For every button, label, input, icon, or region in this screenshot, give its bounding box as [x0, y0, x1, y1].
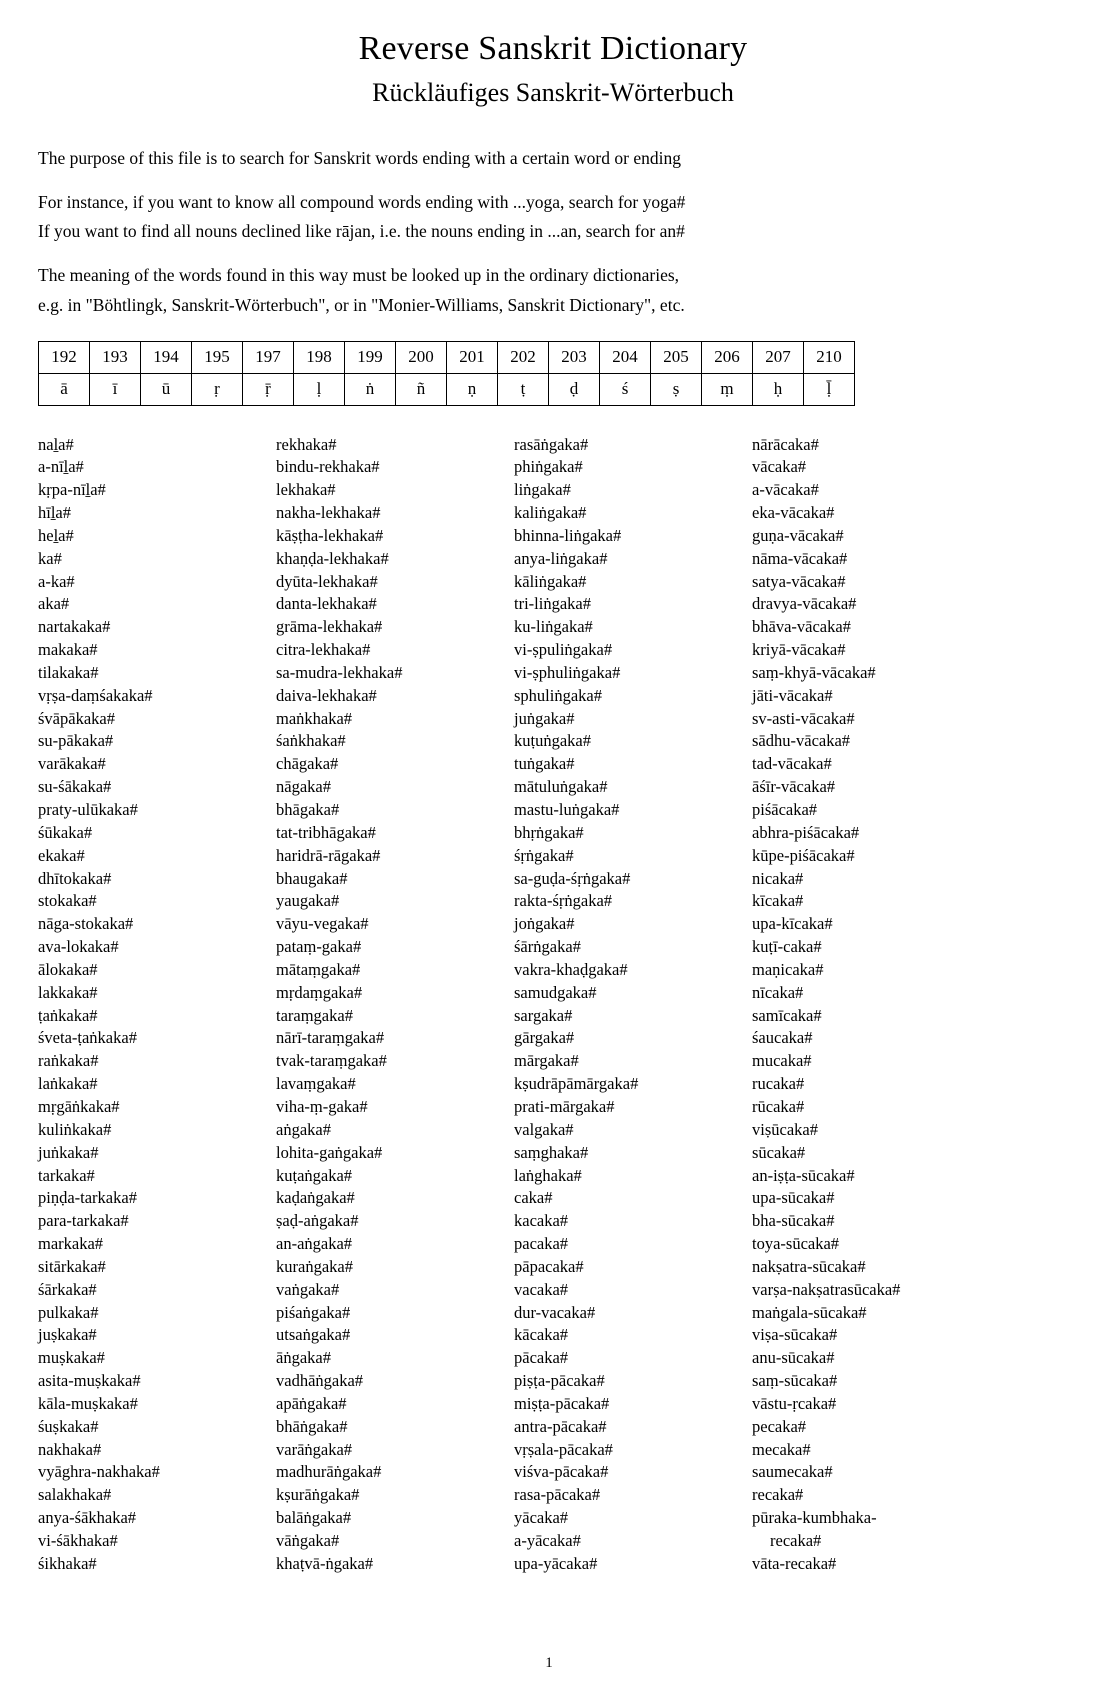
- dictionary-entry: nartakaka#: [38, 617, 111, 637]
- dictionary-entry: lavaṃgaka#: [276, 1074, 356, 1094]
- dictionary-entry: kaḍaṅgaka#: [276, 1188, 355, 1208]
- dictionary-entry: yaugaka#: [276, 891, 340, 911]
- dictionary-entry: antra-pācaka#: [514, 1416, 607, 1436]
- charmap-glyph-cell: ā: [39, 373, 90, 405]
- dictionary-entry: pūraka-kumbhaka-: [752, 1508, 877, 1528]
- dictionary-entry: grāma-lekhaka#: [276, 617, 383, 637]
- page-title: Reverse Sanskrit Dictionary: [358, 30, 748, 67]
- dictionary-entry: caka#: [514, 1188, 553, 1208]
- dictionary-entry: juṅkaka#: [38, 1142, 99, 1162]
- dictionary-entry: vaṅgaka#: [276, 1279, 340, 1299]
- dictionary-entry: rekhaka#: [276, 434, 337, 454]
- dictionary-entry: dur-vacaka#: [514, 1302, 596, 1322]
- dictionary-entry: toya-sūcaka#: [752, 1234, 840, 1254]
- dictionary-entry: kāliṅgaka#: [514, 571, 587, 591]
- charmap-code-cell: 206: [702, 341, 753, 373]
- dictionary-entry: ālokaka#: [38, 959, 98, 979]
- character-map-section: [38, 341, 1068, 406]
- dictionary-entry: upa-sūcaka#: [752, 1188, 835, 1208]
- charmap-glyph-cell: ḥ: [753, 373, 804, 405]
- dictionary-entry: nāgaka#: [276, 777, 331, 797]
- dictionary-entry: śṛṅgaka#: [514, 845, 574, 865]
- dictionary-entry: maṅkhaka#: [276, 708, 353, 728]
- dictionary-entry: eka-vācaka#: [752, 503, 835, 523]
- dictionary-entry: tuṅgaka#: [514, 754, 575, 774]
- dictionary-entry: vakra-khaḍgaka#: [514, 959, 628, 979]
- dictionary-entry: maṅgala-sūcaka#: [752, 1302, 867, 1322]
- dictionary-entry: kīcaka#: [752, 891, 804, 911]
- dictionary-entry: laṅkaka#: [38, 1074, 98, 1094]
- dictionary-entry: vāta-recaka#: [752, 1553, 837, 1573]
- dictionary-entry: vāstu-ṛcaka#: [752, 1393, 837, 1413]
- dictionary-entry: pacaka#: [514, 1234, 569, 1254]
- dictionary-entry: āṅgaka#: [276, 1348, 331, 1368]
- dictionary-entry: tarkaka#: [38, 1165, 95, 1185]
- intro-paragraph-2a: For instance, if you want to know all compound words ending with ...yoga, search for yoga#: [38, 192, 686, 213]
- charmap-glyph-cell: ś: [600, 373, 651, 405]
- dictionary-entry: valgaka#: [514, 1119, 574, 1139]
- dictionary-entry: āśīr-vācaka#: [752, 777, 836, 797]
- dictionary-entry: haridrā-rāgaka#: [276, 845, 381, 865]
- dictionary-entry: aka#: [38, 594, 70, 614]
- dictionary-entry: guṇa-vācaka#: [752, 525, 844, 545]
- dictionary-entry: lakkaka#: [38, 982, 98, 1002]
- dictionary-entry: saṃ-khyā-vācaka#: [752, 662, 876, 682]
- dictionary-entry: chāgaka#: [276, 754, 339, 774]
- charmap-code-cell: 207: [753, 341, 804, 373]
- dictionary-entry: piṇḍa-tarkaka#: [38, 1188, 137, 1208]
- dictionary-entry: mecaka#: [752, 1439, 811, 1459]
- charmap-glyph-cell: ī: [90, 373, 141, 405]
- dictionary-entry: kṛpa-nīḻa#: [38, 480, 106, 500]
- dictionary-entry: śūkaka#: [38, 822, 93, 842]
- dictionary-entry: nīcaka#: [752, 982, 804, 1002]
- dictionary-entry: mārgaka#: [514, 1051, 579, 1071]
- charmap-code-cell: 200: [396, 341, 447, 373]
- dictionary-entry: danta-lekhaka#: [276, 594, 377, 614]
- dictionary-entry: maṇicaka#: [752, 959, 824, 979]
- dictionary-entry: bhaugaka#: [276, 868, 348, 888]
- dictionary-entry: khaṭvā-ṅgaka#: [276, 1553, 374, 1573]
- dictionary-entry: a-nīḻa#: [38, 457, 84, 477]
- page-subtitle: Rückläufiges Sanskrit-Wörterbuch: [372, 77, 734, 107]
- charmap-code-cell: 192: [39, 341, 90, 373]
- dictionary-entry: mātaṃgaka#: [276, 959, 361, 979]
- dictionary-entry: ava-lokaka#: [38, 937, 119, 957]
- dictionary-entry: vāṅgaka#: [276, 1531, 340, 1550]
- dictionary-entry: para-tarkaka#: [38, 1211, 129, 1231]
- dictionary-entry: ṣaḍ-aṅgaka#: [276, 1211, 359, 1231]
- dictionary-entry: mucaka#: [752, 1051, 812, 1071]
- dictionary-entry: phiṅgaka#: [514, 457, 583, 477]
- dictionary-entry: śaucaka#: [752, 1028, 813, 1048]
- dictionary-entry: tat-tribhāgaka#: [276, 822, 376, 842]
- intro-paragraph-3a: The meaning of the words found in this way must be looked up in the ordinary dictionaries,: [38, 265, 680, 286]
- dictionary-entry: kāla-muṣkaka#: [38, 1393, 138, 1413]
- dictionary-entry: kāṣṭha-lekhaka#: [276, 525, 384, 545]
- dictionary-entry: satya-vācaka#: [752, 571, 846, 591]
- dictionary-entry: naḻa#: [38, 434, 74, 454]
- dictionary-entry: jāti-vācaka#: [752, 685, 833, 705]
- intro-paragraph-2b: If you want to find all nouns declined like rājan, i.e. the nouns ending in ...an, search for an#: [38, 221, 685, 242]
- dictionary-entry: kṣurāṅgaka#: [276, 1485, 360, 1505]
- dictionary-entry: bindu-rekhaka#: [276, 457, 380, 477]
- dictionary-entry: nāga-stokaka#: [38, 914, 134, 934]
- dictionary-entry: prati-mārgaka#: [514, 1096, 615, 1116]
- charmap-code-cell: 201: [447, 341, 498, 373]
- dictionary-entry: rasa-pācaka#: [514, 1485, 601, 1505]
- charmap-glyph-cell: ū: [141, 373, 192, 405]
- dictionary-entry: dyūta-lekhaka#: [276, 571, 378, 591]
- dictionary-entry: ṭaṅkaka#: [38, 1005, 98, 1025]
- dictionary-entry: apāṅgaka#: [276, 1393, 347, 1413]
- dictionary-entry: hīḻa#: [38, 503, 71, 523]
- dictionary-entry: dhītokaka#: [38, 868, 112, 888]
- charmap-glyph-cell: ṅ: [345, 373, 396, 405]
- dictionary-entry: sūcaka#: [752, 1142, 806, 1162]
- dictionary-entry: recaka#: [752, 1485, 804, 1505]
- dictionary-entry: bhāva-vācaka#: [752, 617, 851, 637]
- dictionary-entry: laṅghaka#: [514, 1165, 582, 1185]
- dictionary-entry: vacaka#: [514, 1279, 569, 1299]
- dictionary-entry: su-śākaka#: [38, 777, 112, 797]
- charmap-code-cell: 193: [90, 341, 141, 373]
- dictionary-entry: bhāgaka#: [276, 800, 340, 819]
- dictionary-entry: bhṛṅgaka#: [514, 822, 584, 842]
- dictionary-entry: sa-mudra-lekhaka#: [276, 662, 403, 682]
- dictionary-entry: nārī-taraṃgaka#: [276, 1028, 385, 1048]
- dictionary-entry: anya-śākhaka#: [38, 1508, 137, 1528]
- dictionary-entry: kuṭī-caka#: [752, 937, 822, 957]
- charmap-code-cell: 210: [804, 341, 855, 373]
- dictionary-entry: tad-vācaka#: [752, 754, 832, 774]
- dictionary-entry: mastu-luṅgaka#: [514, 800, 620, 819]
- dictionary-entry: śikhaka#: [38, 1553, 97, 1573]
- dictionary-entry: vi-ṣpuliṅgaka#: [514, 640, 613, 660]
- charmap-code-cell: 199: [345, 341, 396, 373]
- dictionary-entry: kuṭuṅgaka#: [514, 731, 591, 751]
- charmap-code-cell: 203: [549, 341, 600, 373]
- charmap-glyph-cell: ñ: [396, 373, 447, 405]
- dictionary-entry: nakha-lekhaka#: [276, 503, 381, 523]
- dictionary-entry: mātuluṅgaka#: [514, 777, 608, 797]
- dictionary-entry: citra-lekhaka#: [276, 640, 371, 660]
- character-code-row: [39, 341, 855, 373]
- charmap-glyph-cell: ḷ: [294, 373, 345, 405]
- dictionary-entry: saumecaka#: [752, 1462, 833, 1482]
- word-column: [38, 434, 276, 1576]
- dictionary-entry: śaṅkhaka#: [276, 731, 346, 751]
- charmap-glyph-cell: ḍ: [549, 373, 600, 405]
- charmap-code-cell: 204: [600, 341, 651, 373]
- intro-section: [38, 145, 1068, 319]
- word-column: [752, 434, 1042, 1576]
- dictionary-entry: miṣṭa-pācaka#: [514, 1393, 610, 1413]
- dictionary-entry: piṣṭa-pācaka#: [514, 1371, 605, 1391]
- dictionary-entry: kriyā-vācaka#: [752, 640, 846, 660]
- charmap-code-cell: 202: [498, 341, 549, 373]
- dictionary-entry: a-ka#: [38, 571, 75, 591]
- dictionary-entry: juṅgaka#: [514, 708, 575, 728]
- dictionary-entry: sargaka#: [514, 1005, 573, 1025]
- intro-paragraph-1: The purpose of this file is to search for Sanskrit words ending with a certain word or ending: [38, 148, 681, 168]
- dictionary-entry: sa-guḍa-śṛṅgaka#: [514, 868, 631, 888]
- dictionary-entry: piśācaka#: [752, 800, 818, 819]
- dictionary-entry: piśaṅgaka#: [276, 1302, 351, 1322]
- dictionary-entry: a-yācaka#: [514, 1531, 581, 1550]
- dictionary-entry: samīcaka#: [752, 1005, 822, 1025]
- dictionary-entry: saṃghaka#: [514, 1142, 589, 1162]
- dictionary-entry: daiva-lekhaka#: [276, 685, 377, 705]
- dictionary-entry: ekaka#: [38, 845, 85, 865]
- charmap-glyph-cell: ṣ: [651, 373, 702, 405]
- dictionary-entry: vāyu-vegaka#: [276, 914, 369, 934]
- dictionary-entry: kuraṅgaka#: [276, 1256, 353, 1276]
- dictionary-entry: vi-śākhaka#: [38, 1531, 118, 1550]
- dictionary-entry: nakhaka#: [38, 1439, 102, 1459]
- charmap-code-cell: 205: [651, 341, 702, 373]
- dictionary-entry: taraṃgaka#: [276, 1005, 353, 1025]
- dictionary-entry: vyāghra-nakhaka#: [38, 1462, 160, 1482]
- dictionary-entry: viṣūcaka#: [752, 1119, 818, 1139]
- dictionary-entry: kuṭaṅgaka#: [276, 1165, 353, 1185]
- dictionary-entry: kuliṅkaka#: [38, 1119, 112, 1139]
- dictionary-entry: raṅkaka#: [38, 1051, 99, 1071]
- intro-paragraph-3b: e.g. in "Böhtlingk, Sanskrit-Wörterbuch", or in "Monier-Williams, Sanskrit Dictionary", etc.: [38, 294, 685, 315]
- dictionary-entry: upa-yācaka#: [514, 1553, 598, 1573]
- dictionary-entry: recaka#: [770, 1531, 822, 1550]
- dictionary-entry: makaka#: [38, 640, 98, 660]
- charmap-glyph-cell: ḹ: [804, 373, 855, 405]
- dictionary-entry: śuṣkaka#: [38, 1416, 99, 1436]
- dictionary-entry: bha-sūcaka#: [752, 1211, 835, 1231]
- charmap-glyph-cell: ṃ: [702, 373, 753, 405]
- charmap-code-cell: 194: [141, 341, 192, 373]
- dictionary-entry: kacaka#: [514, 1211, 569, 1231]
- dictionary-entry: kācaka#: [514, 1325, 569, 1345]
- charmap-code-cell: 197: [243, 341, 294, 373]
- dictionary-entry: upa-kīcaka#: [752, 914, 833, 934]
- dictionary-entry: śārkaka#: [38, 1279, 97, 1299]
- dictionary-entry: rakta-śṛṅgaka#: [514, 891, 613, 911]
- dictionary-entry: nicaka#: [752, 868, 804, 888]
- dictionary-entry: asita-muṣkaka#: [38, 1371, 141, 1391]
- dictionary-entry: varṣa-nakṣatrasūcaka#: [752, 1279, 901, 1299]
- charmap-glyph-cell: ṇ: [447, 373, 498, 405]
- dictionary-entry: viha-ṃ-gaka#: [276, 1096, 368, 1116]
- dictionary-entry: saṃ-sūcaka#: [752, 1371, 838, 1391]
- dictionary-entry: sitārkaka#: [38, 1256, 106, 1276]
- dictionary-entry: liṅgaka#: [514, 480, 571, 500]
- dictionary-entry: an-aṅgaka#: [276, 1234, 353, 1254]
- dictionary-entry: bhāṅgaka#: [276, 1416, 348, 1436]
- dictionary-entry: kūpe-piśācaka#: [752, 845, 855, 865]
- dictionary-entry: vadhāṅgaka#: [276, 1371, 364, 1391]
- dictionary-entry: markaka#: [38, 1234, 104, 1254]
- dictionary-entry: tilakaka#: [38, 662, 99, 682]
- dictionary-entry: śārṅgaka#: [514, 937, 581, 957]
- dictionary-entry: vṛṣala-pācaka#: [514, 1439, 613, 1459]
- dictionary-entry: nāma-vācaka#: [752, 548, 848, 568]
- dictionary-entry: tri-liṅgaka#: [514, 594, 591, 614]
- word-column: [514, 434, 752, 1576]
- dictionary-entry: madhurāṅgaka#: [276, 1462, 382, 1482]
- dictionary-entry: vi-ṣphuliṅgaka#: [514, 662, 621, 682]
- dictionary-entry: kṣudrāpāmārgaka#: [514, 1074, 639, 1094]
- word-list-columns: [38, 434, 1068, 1576]
- dictionary-entry: an-iṣṭa-sūcaka#: [752, 1165, 855, 1185]
- charmap-glyph-cell: ṭ: [498, 373, 549, 405]
- charmap-code-cell: 195: [192, 341, 243, 373]
- character-glyph-row: [39, 373, 855, 405]
- dictionary-entry: balāṅgaka#: [276, 1508, 352, 1528]
- charmap-code-cell: 198: [294, 341, 345, 373]
- dictionary-entry: vṛṣa-daṃśakaka#: [38, 685, 153, 705]
- dictionary-entry: a-vācaka#: [752, 480, 819, 500]
- dictionary-entry: aṅgaka#: [276, 1119, 331, 1139]
- dictionary-entry: dravya-vācaka#: [752, 594, 857, 614]
- dictionary-entry: su-pākaka#: [38, 731, 114, 751]
- dictionary-entry: kaliṅgaka#: [514, 503, 587, 523]
- dictionary-entry: sv-asti-vācaka#: [752, 708, 855, 728]
- dictionary-entry: pataṃ-gaka#: [276, 937, 362, 957]
- dictionary-entry: anya-liṅgaka#: [514, 548, 608, 568]
- dictionary-entry: nakṣatra-sūcaka#: [752, 1256, 866, 1276]
- dictionary-entry: juṣkaka#: [38, 1325, 97, 1345]
- character-code-table: [38, 341, 855, 406]
- dictionary-entry: abhra-piśācaka#: [752, 822, 860, 842]
- word-column: [276, 434, 514, 1576]
- dictionary-entry: ku-liṅgaka#: [514, 617, 593, 637]
- dictionary-entry: stokaka#: [38, 891, 97, 911]
- dictionary-entry: lohita-gaṅgaka#: [276, 1142, 383, 1162]
- dictionary-entry: muṣkaka#: [38, 1348, 105, 1368]
- dictionary-entry: gārgaka#: [514, 1028, 575, 1048]
- dictionary-entry: sphuliṅgaka#: [514, 685, 602, 705]
- dictionary-entry: pecaka#: [752, 1416, 807, 1436]
- charmap-glyph-cell: ṛ: [192, 373, 243, 405]
- dictionary-entry: heḻa#: [38, 525, 74, 545]
- dictionary-entry: anu-sūcaka#: [752, 1348, 835, 1368]
- dictionary-entry: sādhu-vācaka#: [752, 731, 851, 751]
- dictionary-entry: joṅgaka#: [514, 914, 575, 934]
- dictionary-entry: praty-ulūkaka#: [38, 800, 138, 819]
- dictionary-entry: śveta-ṭaṅkaka#: [38, 1028, 137, 1048]
- dictionary-entry: lekhaka#: [276, 480, 336, 500]
- dictionary-entry: pulkaka#: [38, 1302, 99, 1322]
- dictionary-entry: utsaṅgaka#: [276, 1325, 351, 1345]
- dictionary-entry: mṛdaṃgaka#: [276, 982, 363, 1002]
- dictionary-entry: rūcaka#: [752, 1096, 805, 1116]
- dictionary-entry: rucaka#: [752, 1074, 805, 1094]
- dictionary-entry: viṣa-sūcaka#: [752, 1325, 838, 1345]
- dictionary-entry: mṛgāṅkaka#: [38, 1096, 120, 1116]
- dictionary-entry: pāpacaka#: [514, 1256, 584, 1276]
- dictionary-entry: ka#: [38, 548, 62, 568]
- dictionary-entry: varāṅgaka#: [276, 1439, 353, 1459]
- dictionary-entry: nārācaka#: [752, 434, 819, 454]
- dictionary-entry: śvāpākaka#: [38, 708, 115, 728]
- dictionary-entry: samudgaka#: [514, 982, 597, 1002]
- dictionary-entry: salakhaka#: [38, 1485, 112, 1505]
- dictionary-entry: vācaka#: [752, 457, 807, 477]
- dictionary-entry: rasāṅgaka#: [514, 434, 589, 454]
- page-number: 1: [545, 1655, 553, 1671]
- dictionary-entry: viśva-pācaka#: [514, 1462, 609, 1482]
- charmap-glyph-cell: ṝ: [243, 373, 294, 405]
- dictionary-entry: bhinna-liṅgaka#: [514, 525, 622, 545]
- dictionary-entry: tvak-taraṃgaka#: [276, 1051, 387, 1071]
- dictionary-entry: pācaka#: [514, 1348, 569, 1368]
- dictionary-entry: yācaka#: [514, 1508, 569, 1528]
- dictionary-entry: varākaka#: [38, 754, 106, 774]
- dictionary-entry: khaṇḍa-lekhaka#: [276, 548, 389, 568]
